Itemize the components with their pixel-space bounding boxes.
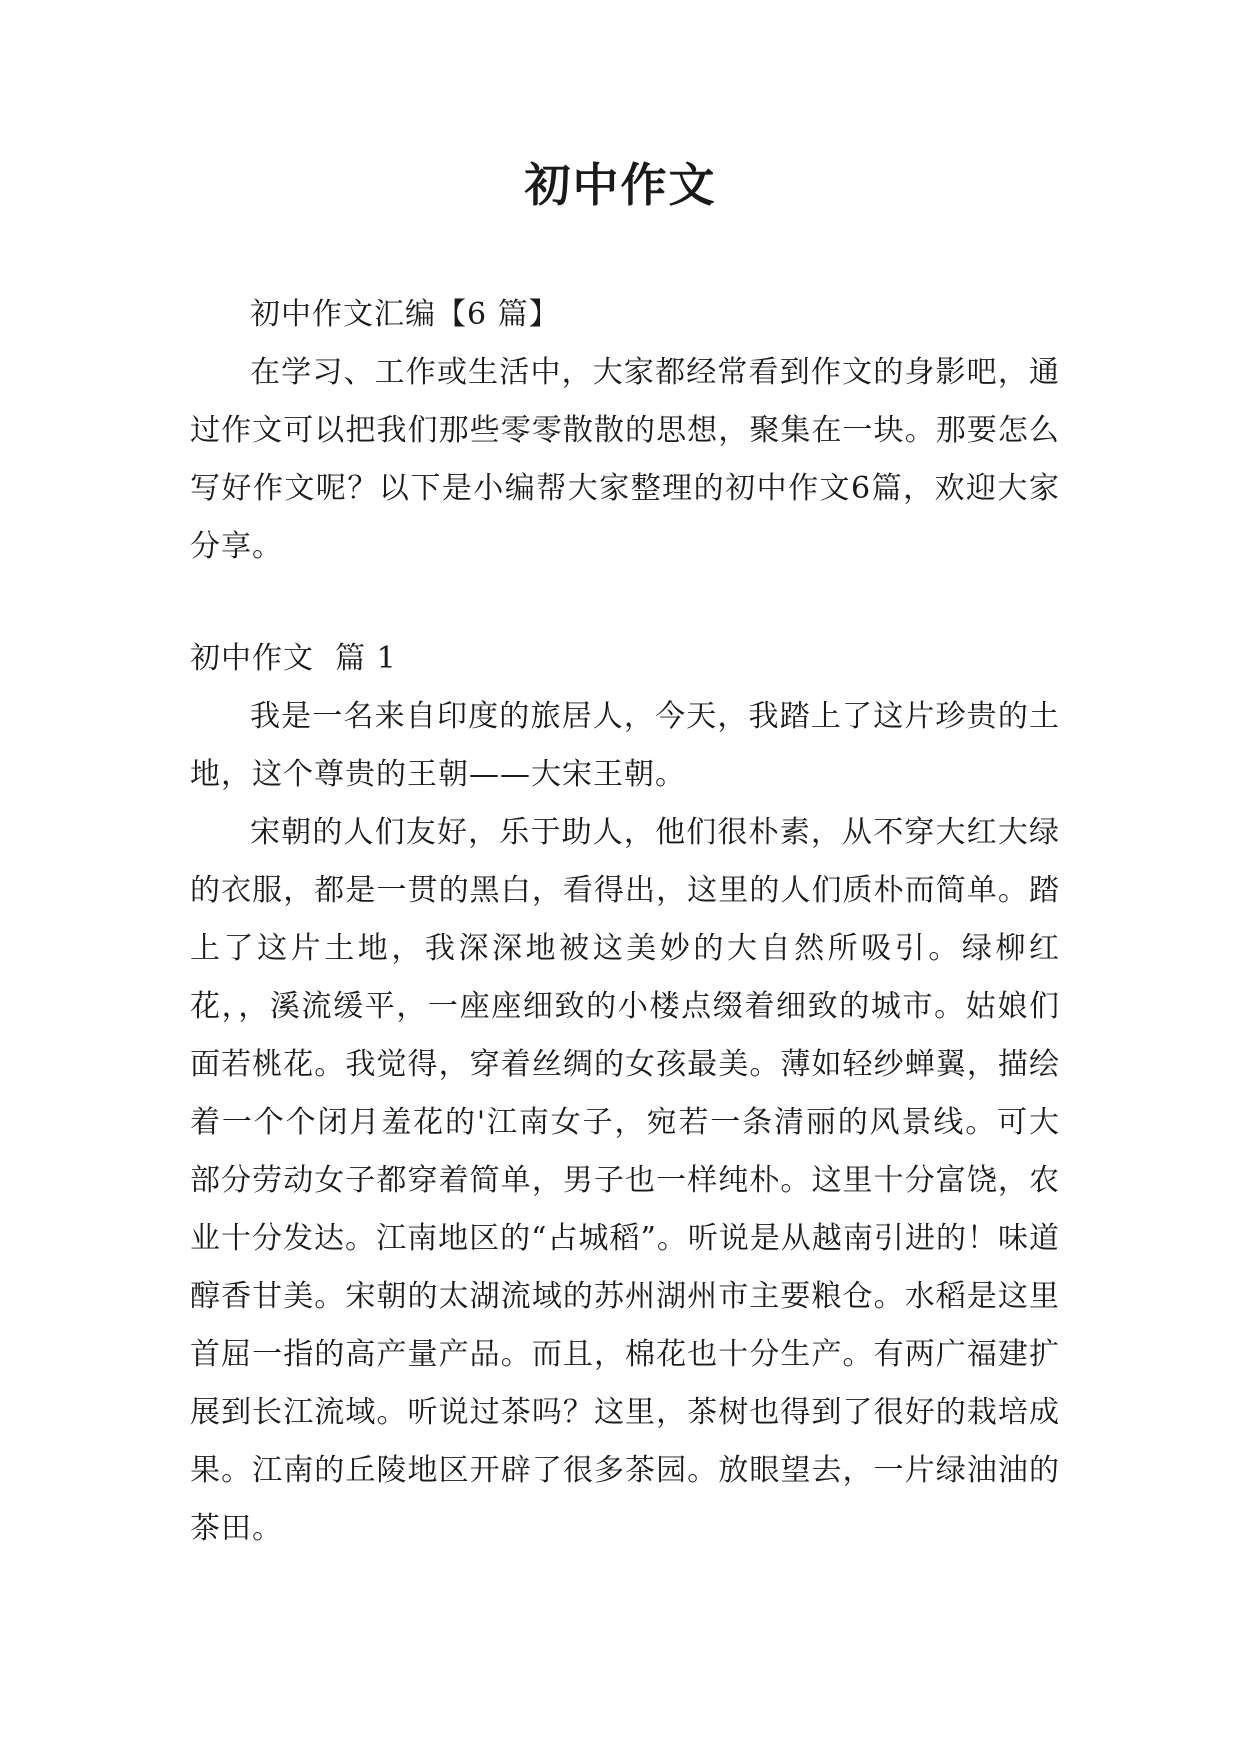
- document-title: 初中作文: [524, 158, 717, 212]
- intro-paragraph: 在学习、工作或生活中，大家都经常看到作文的身影吧，通过作文可以把我们那些零零散散的思想，聚集在一块。那要怎么写好作文呢？以下是小编帮大家整理的初中作文6篇，欢迎大家分享。: [190, 355, 1060, 564]
- document-body: [190, 286, 1060, 1558]
- document-subtitle: 初中作文汇编【6 篇】: [250, 297, 560, 332]
- section-paragraph-2: 宋朝的人们友好，乐于助人，他们很朴素，从不穿大红大绿的衣服，都是一贯的黑白，看得出，这里的人们质朴而简单。踏上了这片土地，我深深地被这美妙的大自然所吸引。绿柳红花，，溪流缓平，一座座细致的小楼点缀着细致的城市。姑娘们面若桃花。我觉得，穿着丝绸的女孩最美。薄如轻纱蝉翼，描绘着一个个闭月羞花的'江南女子，宛若一条清丽的风景线。可大部分劳动女子都穿着简单，男子也一样纯朴。这里十分富饶，农业十分发达。江南地区的“占城稻”。听说是从越南引进的！味道醇香甘美。宋朝的太湖流域的苏州湖州市主要粮仓。水稻是这里首屈一指的高产量产品。而且，棉花也十分生产。有两广福建扩展到长江流域。听说过茶吗？这里，茶树也得到了很好的栽培成果。江南的丘陵地区开辟了很多茶园。放眼望去，一片绿油油的茶田。: [190, 815, 1060, 1546]
- section-heading: 初中作文 篇 1: [190, 641, 397, 676]
- section-paragraph-1: 我是一名来自印度的旅居人，今天，我踏上了这片珍贵的土地，这个尊贵的王朝——大宋王朝。: [190, 699, 1060, 792]
